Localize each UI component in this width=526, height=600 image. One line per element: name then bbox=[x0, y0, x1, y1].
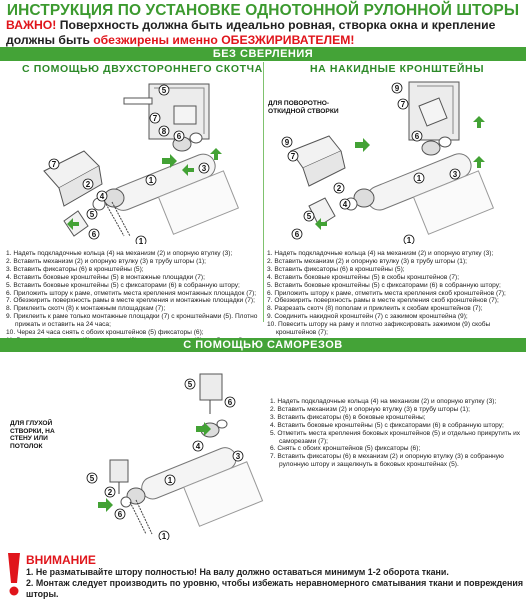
tape-strip bbox=[124, 98, 152, 104]
list-item: 5. Вставить боковые кронштейны (5) с фиксаторами (6) в собранную штору; bbox=[6, 281, 240, 289]
subtitle-tape: С ПОМОЩЬЮ ДВУХСТОРОННЕГО СКОТЧА bbox=[22, 63, 263, 75]
callout-2: 2 bbox=[85, 180, 91, 189]
callout-1b: 1 bbox=[138, 237, 144, 244]
list-item: 4. Вставить боковые кронштейны (5) в монтажные площадки (7); bbox=[6, 273, 205, 281]
list-item: 5. Вставить боковые кронштейны (5) с фиксаторами (6) в собранную штору; bbox=[267, 281, 501, 289]
list-item: 5. Отметить места крепления боковых кронштейнов (5) и отдельно прикрутить их саморезами (7); bbox=[270, 429, 521, 445]
callout-5: 5 bbox=[187, 380, 193, 389]
list-item: 3. Вставить фиксаторы (6) в кронштейны (5); bbox=[6, 265, 144, 273]
callout-7: 7 bbox=[400, 100, 406, 109]
callout-5b: 5 bbox=[89, 210, 95, 219]
callout-3: 3 bbox=[201, 164, 207, 173]
list-item: 4. Вставить боковые кронштейны (5) в скобы кронштейнов (7); bbox=[267, 273, 460, 281]
hinged-mount-diagram bbox=[269, 76, 524, 244]
list-item: 9. Приклеить к раме только монтажные площадки (7) с кронштейнами (5). Плотно прижать и оставить на 24 часа; bbox=[6, 313, 258, 329]
callout-9: 9 bbox=[394, 84, 400, 93]
list-item: 3. Вставить фиксаторы (6) в кронштейны (5); bbox=[267, 265, 405, 273]
callout-1b: 1 bbox=[161, 532, 167, 540]
page-title: ИНСТРУКЦИЯ ПО УСТАНОВКЕ ОДНОТОННОЙ РУЛОННОЙ ШТОРЫ bbox=[6, 2, 520, 19]
callout-5b: 5 bbox=[89, 474, 95, 483]
callout-1: 1 bbox=[167, 476, 173, 485]
list-item: 4. Вставить боковые кронштейны (5) с фиксаторами (6) в собранную штору; bbox=[270, 421, 504, 429]
attention-line-1: 1. Не разматывайте штору полностью! На валу должно оставаться минимум 1-2 оборота ткани. bbox=[26, 567, 449, 577]
list-item: 1. Надеть подкладочные кольца (4) на механизм (2) и опорную втулку (3); bbox=[6, 250, 233, 257]
callout-1b: 1 bbox=[406, 236, 412, 244]
callout-4: 4 bbox=[195, 442, 201, 451]
list-item: 2. Вставить механизм (2) и опорную втулку (3) в трубу шторы (1); bbox=[270, 405, 471, 413]
callout-6b: 6 bbox=[294, 230, 300, 239]
attention-title: ВНИМАНИЕ bbox=[26, 553, 96, 567]
callout-6: 6 bbox=[414, 132, 420, 141]
warning-label: ВАЖНО! bbox=[6, 18, 57, 32]
list-item: 10. Повесить штору на раму и плотно зафиксировать зажимом (9) скобы кронштейнов (7); bbox=[267, 321, 491, 337]
callout-5: 5 bbox=[306, 212, 312, 221]
column-divider bbox=[263, 62, 264, 322]
callout-4: 4 bbox=[342, 200, 348, 209]
callout-1: 1 bbox=[416, 174, 422, 183]
callout-6b: 6 bbox=[91, 230, 97, 239]
callout-3: 3 bbox=[452, 170, 458, 179]
screws-mount-diagram bbox=[70, 368, 265, 540]
hinged-steps bbox=[267, 250, 523, 337]
screws-steps bbox=[270, 398, 522, 469]
section-band-no-drill: БЕЗ СВЕРЛЕНИЯ bbox=[0, 47, 526, 61]
list-item: 7. Обезжирить поверхность рамы в месте крепления и монтажные площадки (7); bbox=[6, 297, 255, 305]
callout-7b: 7 bbox=[51, 160, 57, 169]
section-band-screws: С ПОМОЩЬЮ САМОРЕЗОВ bbox=[0, 338, 526, 352]
mount-pad bbox=[174, 106, 196, 124]
attention-panel bbox=[0, 549, 526, 600]
callout-8: 8 bbox=[161, 127, 167, 136]
callout-9b: 9 bbox=[284, 138, 290, 147]
warning-body: Поверхность должна быть идеально ровная, створка окна и крепление должны быть bbox=[6, 18, 496, 47]
callout-2: 2 bbox=[107, 488, 113, 497]
list-item: 6. Приложить штору к раме, отметить места крепления скоб кронштейнов (7); bbox=[267, 289, 506, 297]
screws-label: ДЛЯ ГЛУХОЙ СТВОРКИ, НА СТЕНУ ИЛИ ПОТОЛОК bbox=[10, 420, 55, 450]
list-item: 9. Соединить накидной кронштейн (7) с зажимом кронштейна (9); bbox=[267, 313, 468, 321]
warning-text bbox=[6, 18, 522, 48]
tape-mount-diagram bbox=[4, 76, 262, 244]
subtitle-hinged: НА НАКИДНЫЕ КРОНШТЕЙНЫ bbox=[310, 63, 485, 75]
callout-4: 4 bbox=[99, 192, 105, 201]
exclamation-icon bbox=[5, 551, 23, 597]
callout-2: 2 bbox=[336, 184, 342, 193]
list-item: 3. Вставить фиксаторы (6) в боковые кронштейны; bbox=[270, 413, 426, 421]
list-item: 6. Приложить штору к раме, отметить места крепления монтажных площадок (7); bbox=[6, 289, 257, 297]
hinged-label: ДЛЯ ПОВОРОТНО-ОТКИДНОЙ СТВОРКИ bbox=[268, 100, 339, 115]
list-item: 1. Надеть подкладочные кольца (4) на механизм (2) и опорную втулку (3); bbox=[267, 250, 494, 257]
list-item: 2. Вставить механизм (2) и опорную втулку (3) в трубу шторы (1); bbox=[6, 257, 207, 265]
callout-6b: 6 bbox=[117, 510, 123, 519]
callout-7b: 7 bbox=[290, 152, 296, 161]
list-item: 7. Вставить фиксаторы (6) в механизм (2) и опорную втулку (3) в собранную рулонную штору и защелкнуть в боковых кронштейнах (5). bbox=[270, 453, 504, 469]
list-item: 10. Через 24 часа снять с обоих кронштейнов (5) фиксаторы (6); bbox=[6, 329, 204, 337]
list-item: 8. Приклеить скотч (8) к монтажным площадкам (7); bbox=[6, 305, 166, 313]
callout-6: 6 bbox=[176, 132, 182, 141]
list-item: 2. Вставить механизм (2) и опорную втулку (3) в трубу шторы (1); bbox=[267, 257, 468, 265]
callout-7: 7 bbox=[152, 114, 158, 123]
callout-1: 1 bbox=[148, 176, 154, 185]
callout-5: 5 bbox=[161, 86, 167, 95]
list-item: 8. Разрезать скотч (8) пополам и приклеить к скобам кронштейнов (7); bbox=[267, 305, 483, 313]
list-item: 7. Обезжирить поверхность рамы в месте крепления скоб кронштейнов (7); bbox=[267, 297, 499, 305]
list-item: 6. Снять с обоих кронштейнов (5) фиксаторы (6); bbox=[270, 445, 421, 453]
callout-6: 6 bbox=[227, 398, 233, 407]
warning-emphasis: обезжирены именно ОБЕЗЖИРИВАТЕЛЕМ! bbox=[93, 33, 355, 47]
callout-3: 3 bbox=[235, 452, 241, 461]
attention-line-2: 2. Монтаж следует производить по уровню, чтобы избежать неравномерного сматывания ткани и повреждения шторы. bbox=[26, 578, 524, 599]
list-item: 1. Надеть подкладочные кольца (4) на механизм (2) и опорную втулку (3); bbox=[270, 398, 497, 405]
